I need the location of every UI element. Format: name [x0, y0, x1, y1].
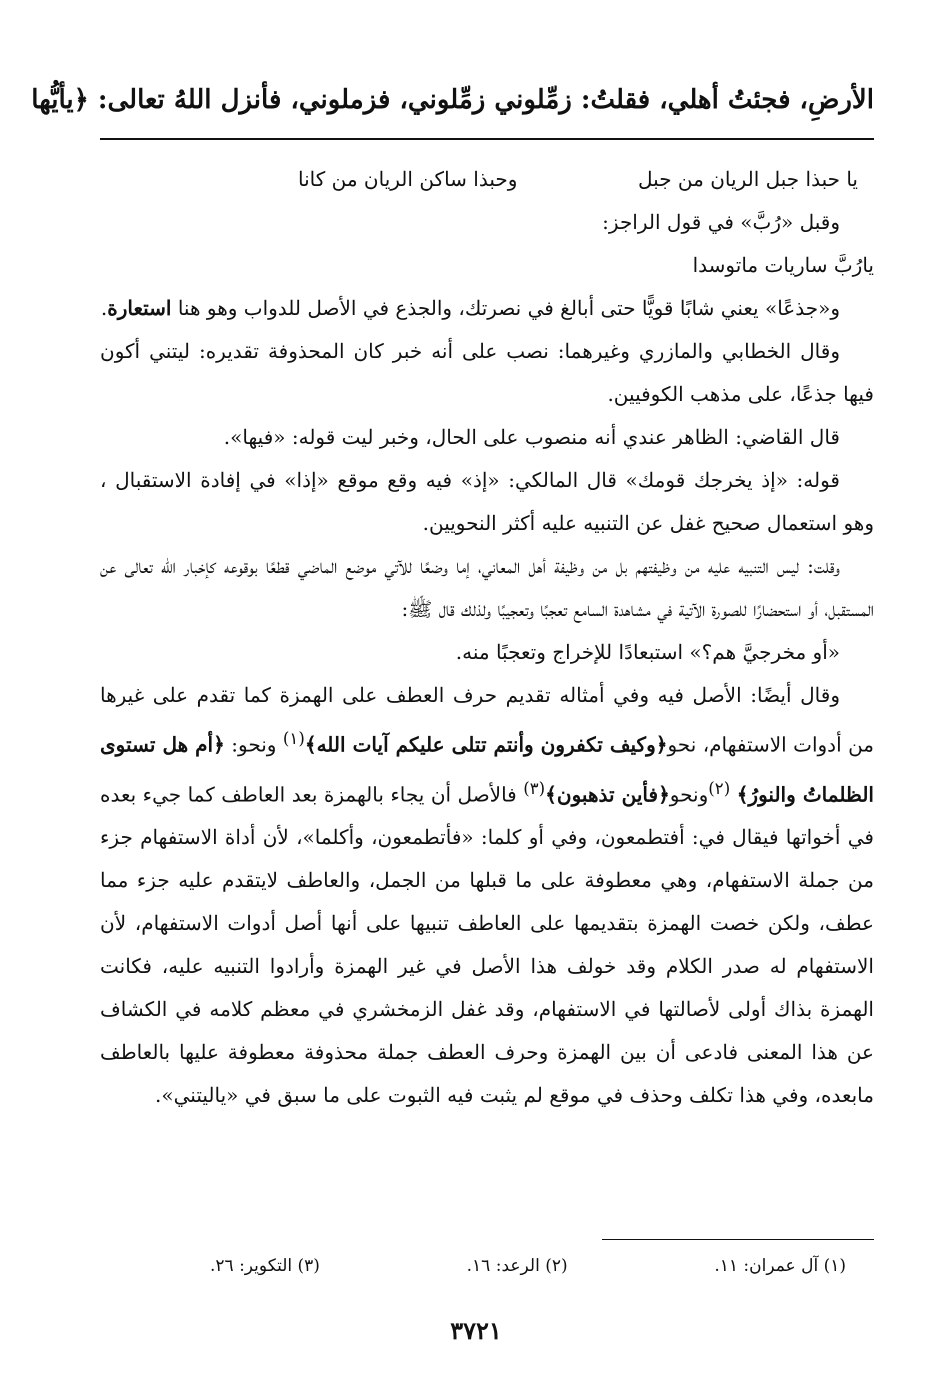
verse-first-hemistich: يا حبذا جبل الريان من جبل [638, 167, 858, 191]
header-divider [100, 138, 874, 140]
paragraph-rubba: وقبل «رُبَّ» في قول الراجز: [602, 210, 840, 234]
main-text [100, 158, 874, 1117]
footnote-divider [602, 1239, 874, 1240]
footnote-ref-3: (٣) [523, 778, 546, 798]
paragraph-aydan-part-1: وقال أيضًا: الأصل فيه وفي أمثاله تقديم حرف العطف على الهمزة كما تقدم على غيرها من أدوات الاستفهام، نحو [100, 683, 875, 757]
paragraph-khattabi: وقال الخطابي والمازري وغيرهما: نصب على أنه خبر كان المحذوفة تقديره: ليتني أكون فيها جذعًا، على مذهب الكوفيين. [100, 339, 874, 406]
quran-verse-3: ﴿فأين تذهبون﴾ [545, 782, 670, 807]
footnote-2: (٢) الرعد: ١٦. [466, 1256, 568, 1276]
footnotes [100, 1254, 874, 1278]
paragraph-aydan-part-2: ونحو: [224, 732, 283, 757]
rajaz-verse: يارُبَّ ساريات ماتوسدا [692, 253, 874, 277]
paragraph-qultu: وقلت: ليس التنبيه عليه من وظيفتهم بل من وظيفة أهل المعاني، إما وضعًا للآتي موضع الماضي قطعًا بوقوعه كإخبار الله تعالى عن المستقبل، أو استحضارًا للصورة الآتية في مشاهدة السامع تعجبًا وتعجيبًا ولذلك قال ﷺ: [100, 554, 874, 621]
footnote-3: (٣) التكوير: ٢٦. [210, 1256, 320, 1276]
page-header-text: الأرضِ، فجئتُ أهلي، فقلتُ: زمِّلوني زمِّلوني، فزملوني، فأنزل اللهُ تعالى: ﴿يأيُّها [31, 85, 874, 115]
paragraph-aydan-part-4: فالأصل أن يجاء بالهمزة بعد العاطف كما جيء بعده في أخواتها فيقال في: أفتطمعون، وفي أو كلما: «فأتطمعون، وأكلما»، لأن أداة الاستفهام جزء من جملة الاستفهام، وهي معطوفة على ما قبلها من الجمل، والعاطف لايتقدم عليه جزء مما عطف، ولكن خصت الهمزة بتقديمها على العاطف تنبيها على أنها أصل أدوات الاستفهام، لأن الاستفهام له صدر الكلام وقد خولف هذا الأصل في غير الهمزة وأرادوا التنبيه عليه، فكانت الهمزة بذاك أولى لأصالتها في الاستفهام، وقد غفل الزمخشري في معظم كلامه في الكشاف عن هذا المعنى فادعى أن بين الهمزة وحرف العطف جملة محذوفة معطوفة عليها بالعاطف مابعده، وفي هذا تكلف وحذف في موقع لم يثبت فيه الثبوت على ما سبق في «ياليتني». [100, 782, 874, 1108]
paragraph-mukhrijiyya: «أو مخرجيَّ هم؟» استبعادًا للإخراج وتعجبًا منه. [455, 640, 840, 664]
footnote-ref-2: (٢) [708, 778, 731, 798]
term-istiara: استعارة [107, 296, 172, 320]
poem-verse [298, 158, 858, 201]
page-number: ٣٧٢١ [450, 1316, 502, 1345]
footnote-1: (١) آل عمران: ١١. [714, 1256, 846, 1276]
paragraph-aydan [100, 674, 874, 1117]
quran-verse-2: ﴿أم هل تستوى الظلماتُ والنورُ﴾ [100, 732, 874, 807]
verse-second-hemistich: وحبذا ساكن الريان من كانا [298, 167, 518, 191]
paragraph-aydan-part-3: ونحو [669, 782, 709, 807]
paragraph-jadhaa [100, 287, 874, 330]
paragraph-jadhaa-text: و«جذعًا» يعني شابًا قويًّا حتى أبالغ في نصرتك، والجذع في الأصل للدواب وهو هنا [177, 296, 840, 320]
paragraph-qadi: قال القاضي: الظاهر عندي أنه منصوب على الحال، وخبر ليت قوله: «فيها». [223, 425, 840, 449]
period: . [100, 296, 108, 320]
footnote-ref-1: (١) [282, 729, 305, 748]
quran-verse-1: ﴿وكيف تكفرون وأنتم تتلى عليكم آيات الله﴾ [304, 732, 668, 757]
paragraph-qawluhu: قوله: «إذ يخرجك قومك» قال المالكي: «إذ» فيه وقع موقع «إذا» في إفادة الاستقبال ، وهو استعمال صحيح غفل عن التنبيه عليه أكثر النحويين. [100, 468, 874, 535]
